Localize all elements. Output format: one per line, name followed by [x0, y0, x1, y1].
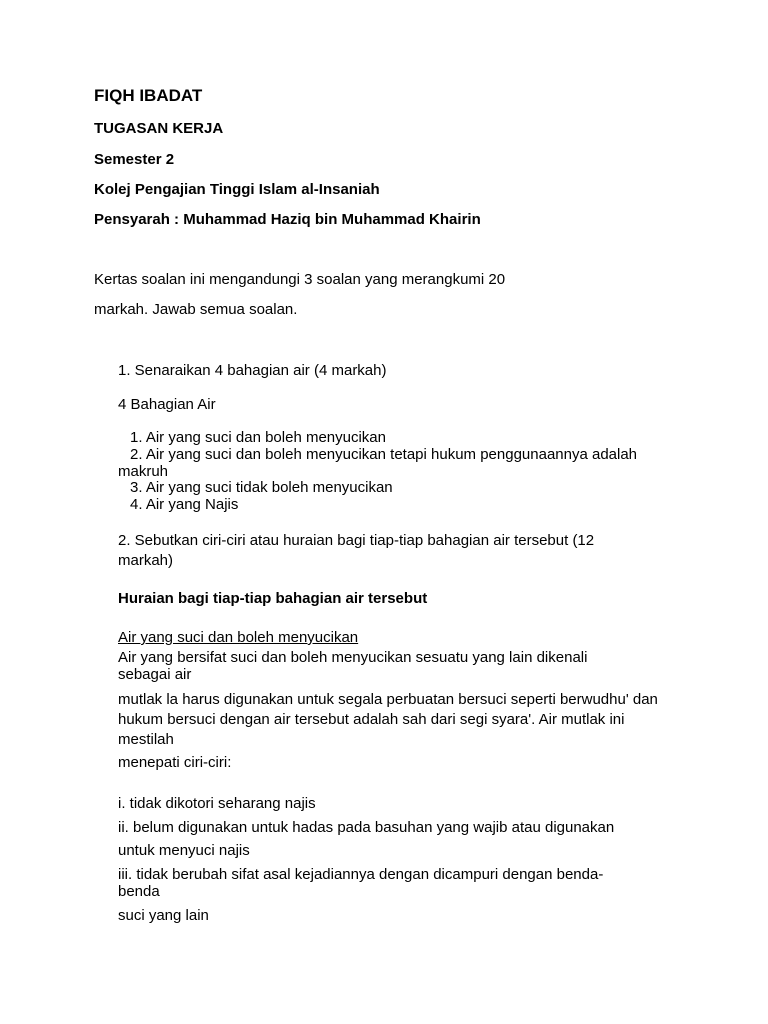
list-item: 1. Air yang suci dan boleh menyucikan	[130, 429, 386, 446]
semester-label: Semester 2	[94, 151, 175, 168]
institution-name: Kolej Pengajian Tinggi Islam al-Insaniah	[94, 181, 380, 198]
criteria-item: untuk menyuci najis	[118, 842, 250, 859]
question-1-answer-heading: 4 Bahagian Air	[118, 396, 216, 413]
intro-line-1: Kertas soalan ini mengandungi 3 soalan yang merangkumi 20	[94, 271, 506, 288]
question-2: 2. Sebutkan ciri-ciri atau huraian bagi tiap-tiap bahagian air tersebut (12 markah)	[118, 532, 595, 569]
criteria-item: iii. tidak berubah sifat asal kejadiannya dengan dicampuri dengan benda-benda	[118, 866, 604, 900]
paragraph: Air yang bersifat suci dan boleh menyucikan sesuatu yang lain dikenali sebagai air	[118, 649, 588, 683]
paragraph: menepati ciri-ciri:	[118, 754, 232, 771]
intro-line-2: markah. Jawab semua soalan.	[94, 301, 298, 318]
document-title: FIQH IBADAT	[94, 86, 203, 105]
criteria-item: i. tidak dikotori seharang najis	[118, 795, 316, 812]
assignment-label: TUGASAN KERJA	[94, 120, 224, 137]
criteria-item: suci yang lain	[118, 907, 209, 924]
criteria-item: ii. belum digunakan untuk hadas pada basuhan yang wajib atau digunakan	[118, 819, 615, 836]
list-item: 4. Air yang Najis	[130, 496, 239, 513]
lecturer-name: Pensyarah : Muhammad Haziq bin Muhammad Khairin	[94, 211, 481, 228]
question-1: 1. Senaraikan 4 bahagian air (4 markah)	[118, 362, 387, 379]
list-item: 3. Air yang suci tidak boleh menyucikan	[130, 479, 393, 496]
question-2-answer-heading: Huraian bagi tiap-tiap bahagian air tersebut	[118, 590, 428, 607]
paragraph: mutlak la harus digunakan untuk segala perbuatan bersuci seperti berwudhu' dan hukum bersuci dengan air tersebut adalah sah dari segi syara'. Air mutlak ini mestilah	[118, 691, 658, 748]
list-item: 2. Air yang suci dan boleh menyucikan tetapi hukum penggunaannya adalah makruh	[118, 446, 638, 480]
section-title: Air yang suci dan boleh menyucikan	[118, 629, 359, 646]
